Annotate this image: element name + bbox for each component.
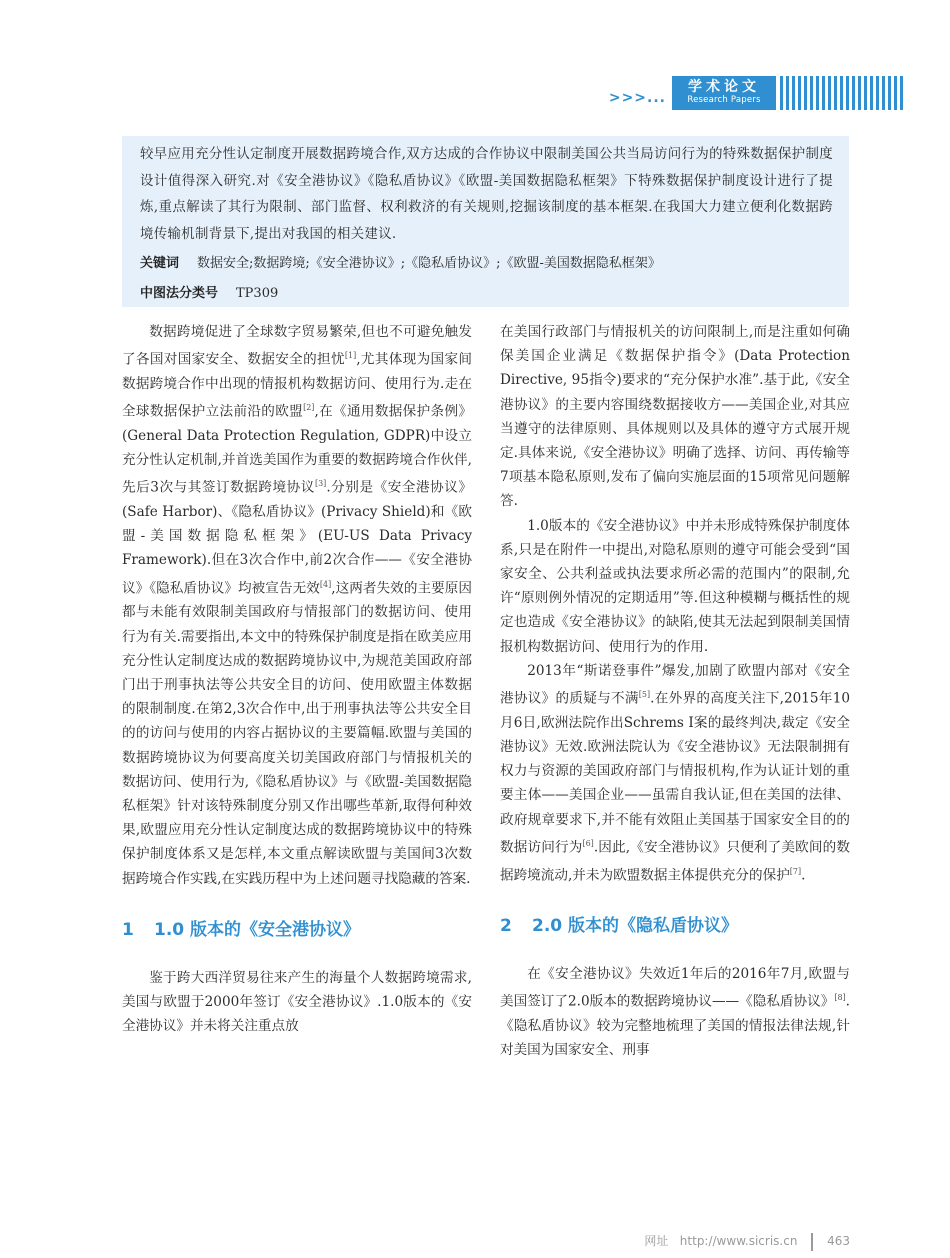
keywords-line xyxy=(140,251,833,277)
body-paragraph: 1.0版本的《安全港协议》中并未形成特殊保护制度体系,只是在附件一中提出,对隐私原则的遵守可能会受到“国家安全、公共利益或执法要求所必需的范围内”的限制,允许“原则例外情况的定期适用”等.但这种模糊与概括性的规定也造成《安全港协议》的缺陷,使其无法起到限制美国情报机构数据访问、使用行为的作用. xyxy=(500,517,850,655)
clc-label: 中图法分类号 xyxy=(140,286,219,301)
abstract-text: 较早应用充分性认定制度开展数据跨境合作,双方达成的合作协议中限制美国公共当局访问行为的特殊数据保护制度设计值得深入研究.对《安全港协议》《隐私盾协议》《欧盟-美国数据隐私框架》下特殊数据保护制度设计进行了提炼,重点解读了其行为限制、部门监督、权利救济的有关规则,挖掘该制度的基本框架.在我国大力建立便利化数据跨境传输机制背景下,提出对我国的相关建议. xyxy=(140,147,833,242)
citation-ref[interactable]: [3] xyxy=(314,479,327,489)
text-run: ,在《通用数据保护条例》(General Data Protection Regulation, GDPR)中设立充分性认定机制,并首选美国作为重要的数据跨境合作伙伴,先后3次与其签订数据跨境协议 xyxy=(122,403,472,496)
text-run: .因此,《安全港协议》只便利了美欧间的数据跨境流动,并未为欧盟数据主体提供充分的保护 xyxy=(500,839,850,884)
citation-ref[interactable]: [6] xyxy=(582,838,594,848)
section-title: 2.0 版本的《隐私盾协议》 xyxy=(532,916,739,937)
section-heading-1 xyxy=(122,915,472,940)
citation-ref[interactable]: [1] xyxy=(344,351,357,361)
abstract-box xyxy=(122,136,849,307)
body-paragraph: 鉴于跨大西洋贸易往来产生的海量个人数据跨境需求,美国与欧盟于2000年签订《安全港协议》.1.0版本的《安全港协议》并未将关注重点放 xyxy=(122,969,472,1035)
citation-ref[interactable]: [2] xyxy=(303,403,315,413)
site-url[interactable]: http://www.sicris.cn xyxy=(679,1234,798,1248)
text-run: 在《安全港协议》失效近1年后的2016年7月,欧盟与美国签订了2.0版本的数据跨境协议——《隐私盾协议》 xyxy=(500,966,850,1010)
section-number: 1 xyxy=(122,919,134,940)
body-paragraph xyxy=(500,659,850,887)
text-run: . xyxy=(801,867,806,884)
arrows-decoration: >>>... xyxy=(608,90,666,106)
body-paragraph: 在美国行政部门与情报机关的访问限制上,而是注重如何确保美国企业满足《数据保护指令》(Data Protection Directive, 95指令)要求的“充分保护水准”.基于此,《安全港协议》的主要内容围绕数据接收方——美国企业,对其应当遵守的法律原则、具体规则以及具体的遵守方式展开规定.具体来说,《安全港协议》明确了选择、访问、再传输等7项基本隐私原则,发布了偏向实施层面的15项常见问题解答. xyxy=(500,324,850,510)
section-title: 1.0 版本的《安全港协议》 xyxy=(154,919,361,940)
page-number: 463 xyxy=(827,1234,850,1248)
journal-section-badge xyxy=(608,76,904,110)
citation-ref[interactable]: [5] xyxy=(638,690,651,700)
page-footer xyxy=(644,1232,850,1251)
text-run: .在外界的高度关注下,2015年10月6日,欧洲法院作出Schrems Ⅰ案的最终判决,裁定《安全港协议》无效.欧洲法院认为《安全港协议》无法限制拥有权力与资源的美国政府部门与情报机构,作为认证计划的重要主体——美国企业——虽需自我认证,但在美国的法律、政府规章要求下,并不能有效阻止美国基于国家安全目的的数据访问行为 xyxy=(500,690,850,856)
text-run: ,尤其体现为国家间数据跨境合作中出现的情报机构数据访问、使用行为.走在全球数据保护立法前沿的欧盟 xyxy=(122,351,472,420)
citation-ref[interactable]: [4] xyxy=(319,579,332,589)
intro-paragraph xyxy=(122,320,472,891)
citation-ref[interactable]: [7] xyxy=(789,866,802,876)
body-paragraph xyxy=(500,962,850,1062)
stripes-decoration xyxy=(780,76,904,110)
section-number: 2 xyxy=(500,916,512,937)
left-column xyxy=(122,320,472,1038)
right-column xyxy=(500,320,850,1063)
section-title-cn: 学术论文 xyxy=(688,79,760,95)
text-run: 2013年“斯诺登事件”爆发,加剧了欧盟内部对《安全港协议》的质疑与不满 xyxy=(500,662,850,707)
clc-line xyxy=(140,281,833,307)
text-run: .分别是《安全港协议》(Safe Harbor)、《隐私盾协议》(Privacy Shield)和《欧盟-美国数据隐私框架》(EU-US Data Privacy Framework).但在3次合作中,前2次合作——《安全港协议》《隐私盾协议》均被宣告无效 xyxy=(122,479,472,597)
site-label: 网址 xyxy=(644,1234,669,1248)
text-run: ,这两者失效的主要原因都与未能有效限制美国政府与情报部门的数据访问、使用行为有关.需要指出,本文中的特殊保护制度是指在欧美应用充分性认定制度达成的数据跨境协议中,为规范美国政府部门出于刑事执法等公共安全目的访问、使用欧盟主体数据的限制制度.在第2,3次合作中,出于刑事执法等公共安全目的的访问与使用的内容占据协议的主要篇幅.欧盟与美国的数据跨境协议为何要高度关切美国政府部门与情报机关的数据访问、使用行为,《隐私盾协议》与《欧盟-美国数据隐私框架》针对该特殊制度分别又作出哪些革新,取得何种效果,欧盟应用充分性认定制度达成的数据跨境协议中的特殊保护制度体系又是怎样,本文重点解读欧盟与美国间3次数据跨境合作实践,在实践历程中为上述问题寻找隐藏的答案. xyxy=(122,580,472,887)
section-label-box xyxy=(672,76,776,110)
keywords-label: 关键词 xyxy=(140,256,180,271)
text-run: 数据跨境促进了全球数字贸易繁荣,但也不可避免触发了各国对国家安全、数据安全的担忧 xyxy=(122,324,472,368)
section-heading-2 xyxy=(500,911,850,936)
clc-code: TP309 xyxy=(236,286,279,301)
citation-ref[interactable]: [8] xyxy=(834,993,846,1003)
keywords-text: 数据安全;数据跨境;《安全港协议》;《隐私盾协议》;《欧盟-美国数据隐私框架》 xyxy=(197,256,661,271)
text-run: .《隐私盾协议》较为完整地梳理了美国的情报法律法规,针对美国为国家安全、刑事 xyxy=(500,994,850,1059)
footer-divider xyxy=(811,1233,813,1251)
section-title-en: Research Papers xyxy=(687,95,761,105)
